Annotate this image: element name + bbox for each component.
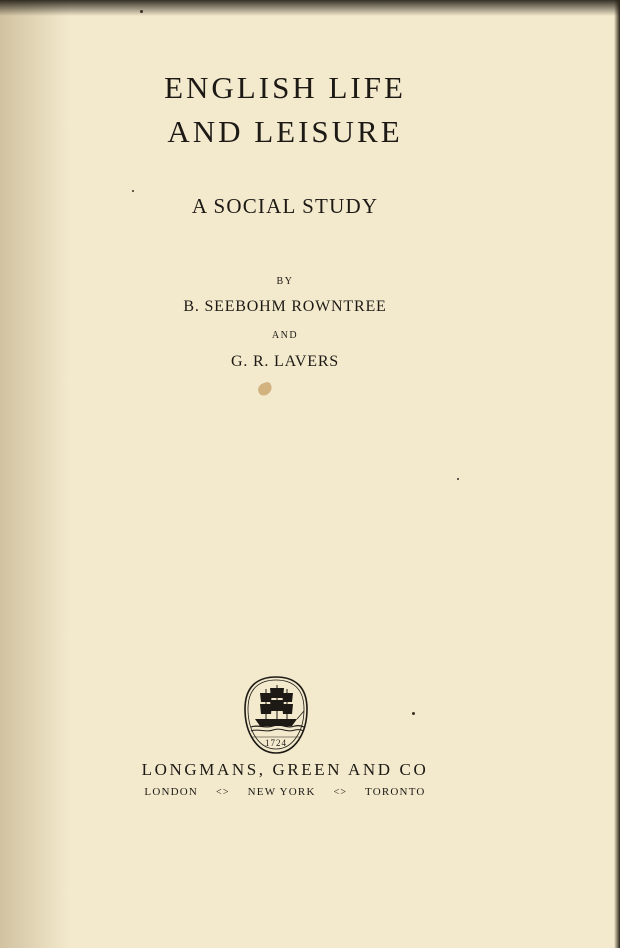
by-label: BY (276, 276, 294, 287)
publisher-name: LONGMANS, GREEN AND CO (141, 760, 429, 779)
separator-1: <> (216, 787, 230, 798)
place-toronto: TORONTO (365, 786, 426, 798)
book-title-line-1: ENGLISH LIFE (164, 70, 406, 105)
speck (140, 10, 143, 13)
separator-2: <> (333, 787, 348, 798)
book-title-line-2: AND LEISURE (167, 114, 403, 149)
place-london: LONDON (144, 786, 199, 798)
page-shadow-top (0, 0, 620, 16)
publisher-places (0, 786, 570, 798)
paper-stain (256, 381, 273, 397)
author-1: B. SEEBOHM ROWNTREE (183, 298, 387, 315)
colophon-year: 1724 (265, 738, 287, 748)
and-label: AND (271, 330, 299, 341)
place-new-york: NEW YORK (247, 786, 316, 798)
ship-colophon-icon (243, 675, 309, 755)
book-subtitle: A SOCIAL STUDY (191, 194, 379, 218)
author-2: G. R. LAVERS (231, 353, 339, 370)
speck (457, 478, 459, 480)
speck (132, 190, 134, 192)
speck (412, 712, 415, 715)
page-edge-right (614, 0, 620, 948)
